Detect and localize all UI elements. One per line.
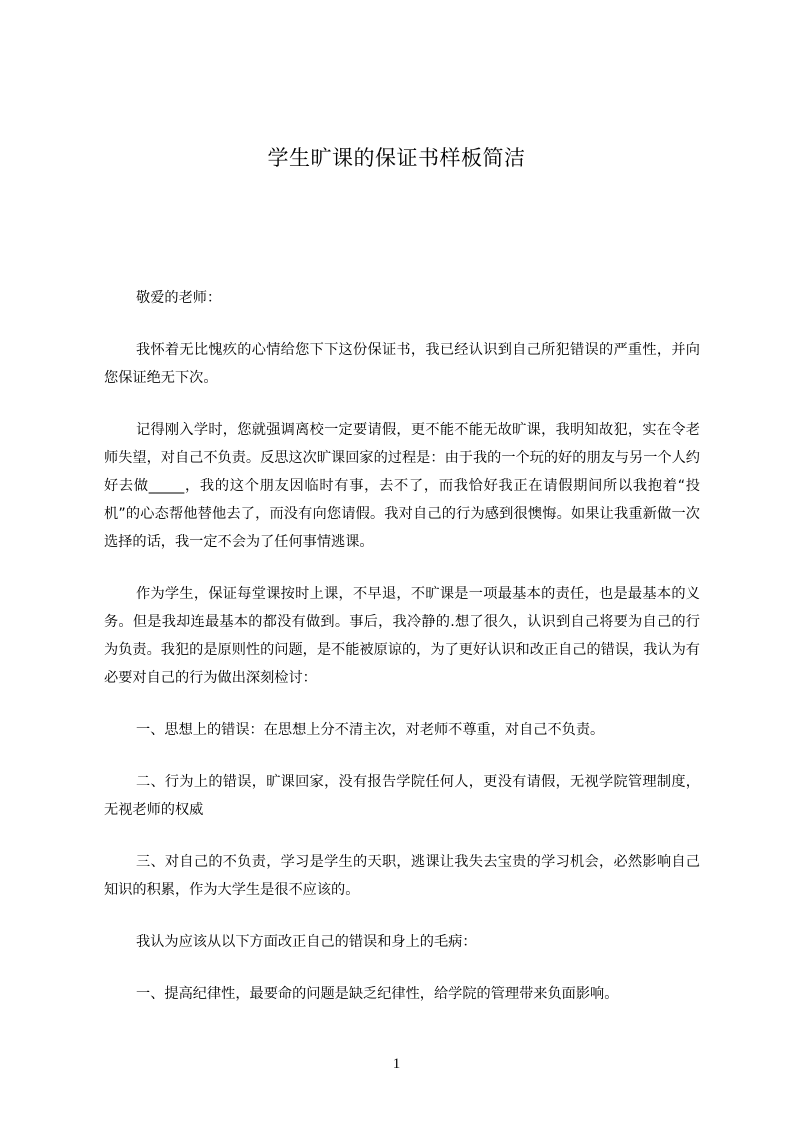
body-paragraph: 我认为应该从以下方面改正自己的错误和身上的毛病： — [136, 934, 477, 950]
body-paragraph: 记得刚入学时，您就强调离校一定要请假，更不能不能无故旷课，我明知故犯，实在令老师失望，对自己不负责。反思这次旷课回家的过程是：由于我的一个玩的好的朋友与另一个人约好去做_____，我的这个朋友因临时有事，去不了，而我恰好我正在请假期间所以我抱着“投机”的心态帮他替他去了，而没有向您请假。我对自己的行为感到很懊悔。如果让我重新做一次选择的话，我一定不会为了任何事情逃课。 — [104, 422, 700, 550]
salutation: 敬爱的老师： — [136, 290, 222, 306]
document-body — [104, 284, 700, 1032]
body-paragraph: 作为学生，保证每堂课按时上课，不早退，不旷课是一项最基本的责任，也是最基本的义务。但是我却连最基本的都没有做到。事后，我冷静的.想了很久，认识到自己将要为自己的行为负责。我犯的是原则性的问题，是不能被原谅的，为了更好认识和改正自己的错误，我认为有必要对自己的行为做出深刻检讨： — [104, 586, 700, 686]
list-item: 三、对自己的不负责，学习是学生的天职，逃课让我失去宝贵的学习机会，必然影响自己知识的积累，作为大学生是很不应该的。 — [104, 854, 700, 898]
page-number: 1 — [392, 1056, 401, 1072]
document-title: 学生旷课的保证书样板简洁 — [267, 146, 526, 170]
body-paragraph: 我怀着无比愧疚的心情给您下下这份保证书，我已经认识到自己所犯错误的严重性，并向您保证绝无下次。 — [104, 342, 700, 386]
list-item: 二、行为上的错误，旷课回家，没有报告学院任何人，更没有请假，无视学院管理制度，无视老师的权威 — [104, 774, 700, 818]
list-item: 一、提高纪律性，最要命的问题是缺乏纪律性，给学院的管理带来负面影响。 — [136, 986, 619, 1002]
list-item: 一、思想上的错误：在思想上分不清主次，对老师不尊重，对自己不负责。 — [136, 722, 605, 738]
